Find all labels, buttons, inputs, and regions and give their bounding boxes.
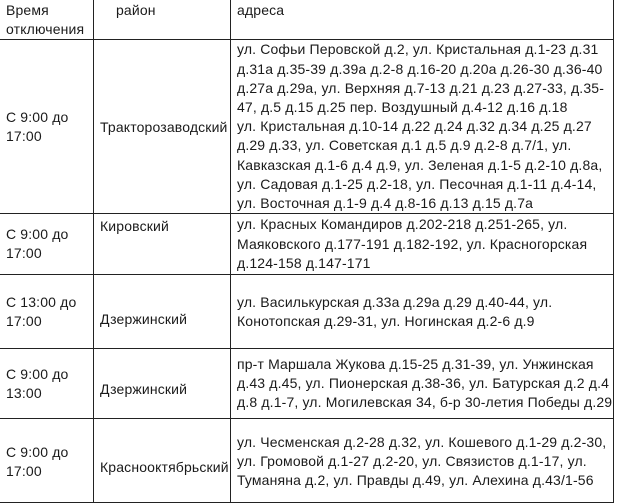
address-line: пр-т Маршала Жукова д.15-25 д.31-39, ул. Унжинская: [237, 355, 594, 372]
address-line: ул. Кристальная д.10-14 д.22 д.24 д.32 д.34 д.25 д.27: [237, 118, 592, 135]
table-row: [0, 40, 614, 214]
outage-time-line: С 9:00 до: [6, 443, 69, 460]
outage-time-cell: [0, 349, 94, 419]
outage-time-line: С 13:00 до: [6, 293, 77, 310]
addresses-cell: [231, 40, 614, 214]
address-line: ул. Громовой д.1-27 д.2-20, ул. Связистов д.1-17, ул.: [237, 453, 587, 470]
address-line: д.43 д.45, ул. Пионерская д.38-36, ул. Батурская д.2 д.4: [237, 375, 610, 392]
header-outage-time-line: Время: [6, 2, 49, 18]
district-cell: Дзержинский: [94, 275, 231, 349]
address-line: д.31а д.35-39 д.39а д.2-8 д.16-20 д.20а д.26-30 д.36-40: [237, 60, 603, 77]
table-row: [0, 214, 614, 275]
address-line: ул. Садовая д.1-25 д.2-18, ул. Песочная д.1-11 д.4-14,: [237, 175, 597, 192]
district-cell: Кировский: [94, 214, 231, 275]
address-line: д.8 д.1-7, ул. Могилевская 34, б-р 30-летия Победы д.29: [237, 394, 613, 411]
district-cell: Дзержинский: [94, 349, 231, 419]
outage-time-line: 17:00: [6, 312, 42, 329]
address-line: ул. Софьи Перовской д.2, ул. Кристальная д.1-23 д.31: [237, 41, 599, 58]
addresses-cell: [231, 275, 614, 349]
table-header-row: [0, 0, 614, 40]
addresses-cell: [231, 349, 614, 419]
address-line: ул. Чесменская д.2-28 д.32, ул. Кошевого д.1-29 д.2-30,: [237, 433, 607, 450]
outage-time-cell: [0, 275, 94, 349]
outage-time-line: С 9:00 до: [6, 108, 69, 125]
address-line: д.29 д.33, ул. Советская д.1 д.5 д.9 д.2-8 д.7/1, ул.: [237, 137, 572, 154]
outage-time-line: 17:00: [6, 462, 42, 479]
address-line: Кавказская д.1-6 д.4 д.9, ул. Зеленая д.1-5 д.2-10 д.8а,: [237, 156, 603, 173]
outage-time-cell: [0, 214, 94, 275]
header-outage-time: [0, 0, 94, 40]
outage-time-line: 17:00: [6, 245, 42, 262]
table-row: [0, 349, 614, 419]
address-line: ул. Василькурская д.33а д.29а д.29 д.40-44, ул.: [237, 293, 553, 310]
header-addresses: адреса: [231, 0, 614, 40]
district-cell: Краснооктябрьский: [94, 419, 231, 503]
address-line: д.124-158 д.147-171: [237, 254, 371, 271]
address-line: ул. Восточная д.1-9 д.4 д.8-16 д.13 д.15 д.7а: [237, 195, 534, 212]
address-line: Маяковского д.177-191 д.182-192, ул. Красногорская: [237, 235, 588, 252]
address-line: Конотопская д.29-31, ул. Ногинская д.2-6 д.9: [237, 312, 535, 329]
address-line: Туманяна д.2, ул. Правды д.49, ул. Алехина д.43/1-56: [237, 472, 594, 489]
address-line: д.27а д.29а, ул. Верхняя д.7-13 д.21 д.23 д.27-33, д.35-: [237, 79, 605, 96]
outage-time-line: С 9:00 до: [6, 226, 69, 243]
header-outage-time-line: отключения: [6, 21, 85, 38]
outage-time-cell: [0, 40, 94, 214]
outage-time-line: С 9:00 до: [6, 365, 69, 382]
outage-time-cell: [0, 419, 94, 503]
district-cell: Тракторозаводский: [94, 40, 231, 214]
outage-time-line: 13:00: [6, 384, 42, 401]
outage-time-line: 17:00: [6, 127, 42, 144]
header-district: район: [94, 0, 231, 40]
address-line: 47, д.5 д.15 д.25 пер. Воздушный д.4-12 д.16 д.18: [237, 99, 568, 116]
address-line: ул. Красных Командиров д.202-218 д.251-265, ул.: [237, 216, 568, 233]
table-row: [0, 419, 614, 503]
table-row: [0, 275, 614, 349]
addresses-cell: [231, 419, 614, 503]
addresses-cell: [231, 214, 614, 275]
